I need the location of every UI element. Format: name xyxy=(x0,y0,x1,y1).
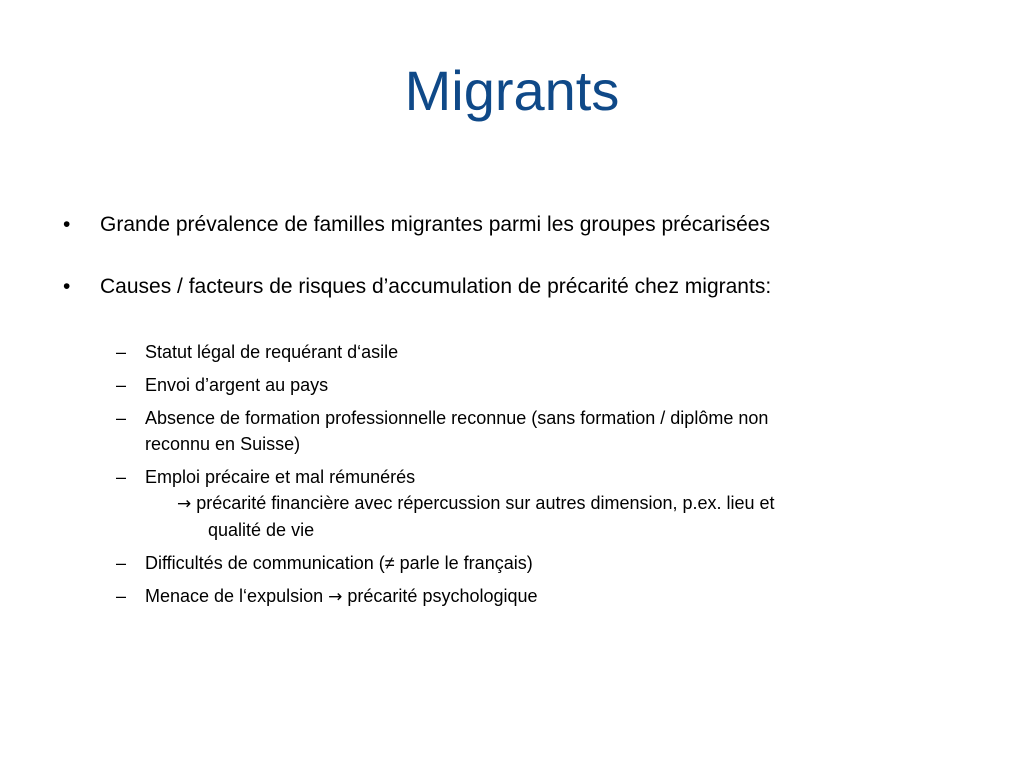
arrow-right-icon: → xyxy=(328,587,343,607)
sub-item-text xyxy=(145,464,946,543)
sub-item-line: reconnu en Suisse) xyxy=(145,434,301,454)
dash-marker: – xyxy=(116,342,127,362)
sub-item-text-after: précarité psychologique xyxy=(347,586,538,606)
bullet-marker: • xyxy=(63,213,71,236)
consequence-line: qualité de vie xyxy=(208,520,315,540)
sub-item-text xyxy=(145,583,946,610)
bullet-item xyxy=(63,212,963,238)
sub-item-text: Statut légal de requérant d‘asile xyxy=(145,342,399,362)
sub-item xyxy=(116,583,946,610)
sub-item-text: Difficultés de communication (≠ parle le français) xyxy=(145,553,533,573)
sub-item-text xyxy=(145,405,946,457)
dash-marker: – xyxy=(116,408,127,428)
dash-marker: – xyxy=(116,375,127,395)
bullet-marker: • xyxy=(63,275,71,298)
sub-list xyxy=(116,339,946,617)
bullet-item xyxy=(63,274,963,300)
sub-item xyxy=(116,339,946,365)
arrow-right-icon: → xyxy=(177,494,192,514)
dash-marker: – xyxy=(116,553,127,573)
sub-item xyxy=(116,405,946,457)
consequence-line xyxy=(145,490,946,517)
bullet-text: Grande prévalence de familles migrantes parmi les groupes précarisées xyxy=(100,213,770,236)
sub-item-text: Envoi d’argent au pays xyxy=(145,375,329,395)
sub-item xyxy=(116,372,946,398)
bullet-text: Causes / facteurs de risques d’accumulation de précarité chez migrants: xyxy=(100,275,772,298)
dash-marker: – xyxy=(116,467,127,487)
slide-title: Migrants xyxy=(404,59,620,122)
dash-marker: – xyxy=(116,586,127,606)
sub-item xyxy=(116,464,946,543)
sub-item-line: Absence de formation professionnelle reconnue (sans formation / diplôme non xyxy=(145,408,769,428)
sub-item-line: Emploi précaire et mal rémunérés xyxy=(145,467,416,487)
sub-item xyxy=(116,550,946,576)
sub-item-text-before: Menace de l‘expulsion xyxy=(145,586,324,606)
consequence-text: précarité financière avec répercussion sur autres dimension, p.ex. lieu et xyxy=(196,493,775,513)
